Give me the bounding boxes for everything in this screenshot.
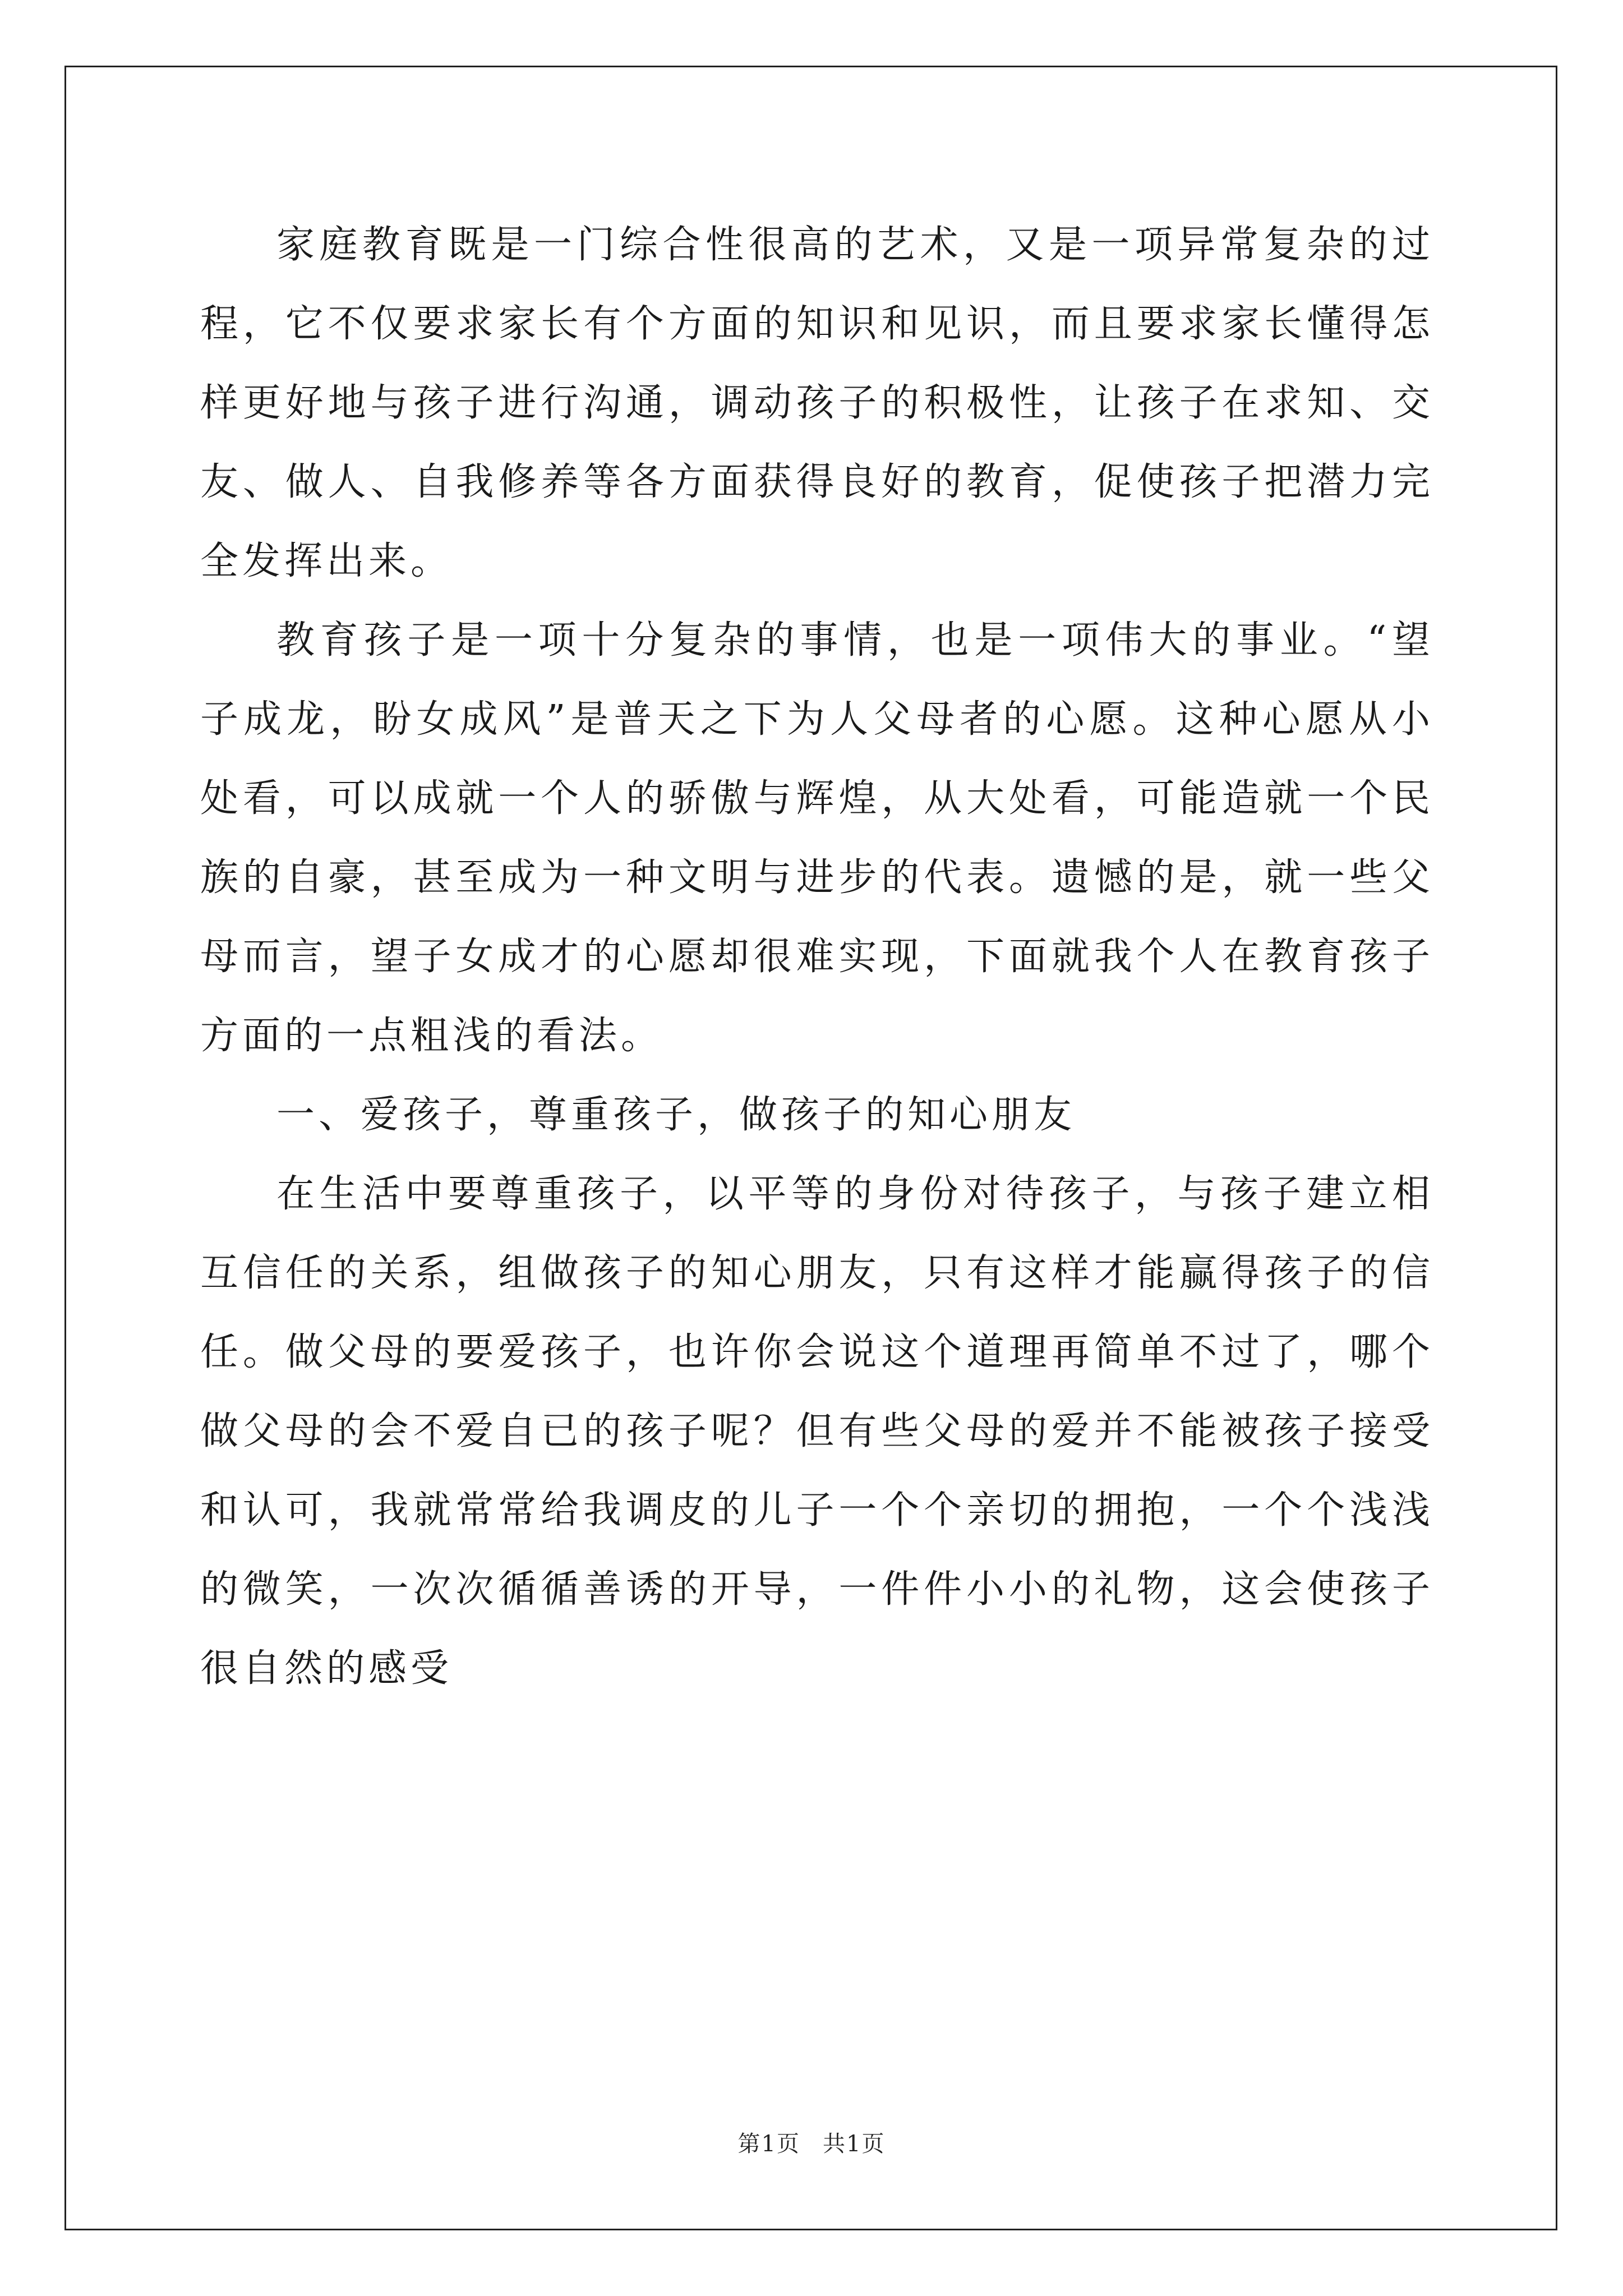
paragraph-intro: 家庭教育既是一门综合性很高的艺术，又是一项异常复杂的过程，它不仅要求家长有个方面的知识和见识，而且要求家长懂得怎样更好地与孩子进行沟通，调动孩子的积极性，让孩子在求知、交友、做人、自我修养等各方面获得良好的教育，促使孩子把潜力完全发挥出来。 xyxy=(200,223,1434,583)
paragraph-education: 教育孩子是一项十分复杂的事情，也是一项伟大的事业。“望子成龙，盼女成风”是普天之下为人父母者的心愿。这种心愿从小处看，可以成就一个人的骄傲与辉煌，从大处看，可能造就一个民族的自豪，甚至成为一种文明与进步的代表。遗憾的是，就一些父母而言，望子女成才的心愿却很难实现，下面就我个人在教育孩子方面的一点粗浅的看法。 xyxy=(200,618,1435,1058)
page-total: 共1页 xyxy=(823,2131,886,2157)
paragraph-respect: 在生活中要尊重孩子，以平等的身份对待孩子，与孩子建立相互信任的关系，组做孩子的知心朋友，只有这样才能赢得孩子的信任。做父母的要爱孩子，也许你会说这个道理再简单不过了，哪个做父母的会不爱自已的孩子呢？但有些父母的爱并不能被孩子接受和认可，我就常常给我调皮的儿子一个个亲切的拥抱，一个个浅浅的微笑，一次次循循善诱的开导，一件件小小的礼物，这会使孩子很自然的感受 xyxy=(200,1172,1434,1691)
section-heading: 一、爱孩子，尊重孩子，做孩子的知心朋友 xyxy=(276,1093,1076,1137)
page-footer xyxy=(0,2126,1623,2158)
page-number: 第1页 xyxy=(737,2131,800,2157)
document-body xyxy=(200,205,1434,1708)
